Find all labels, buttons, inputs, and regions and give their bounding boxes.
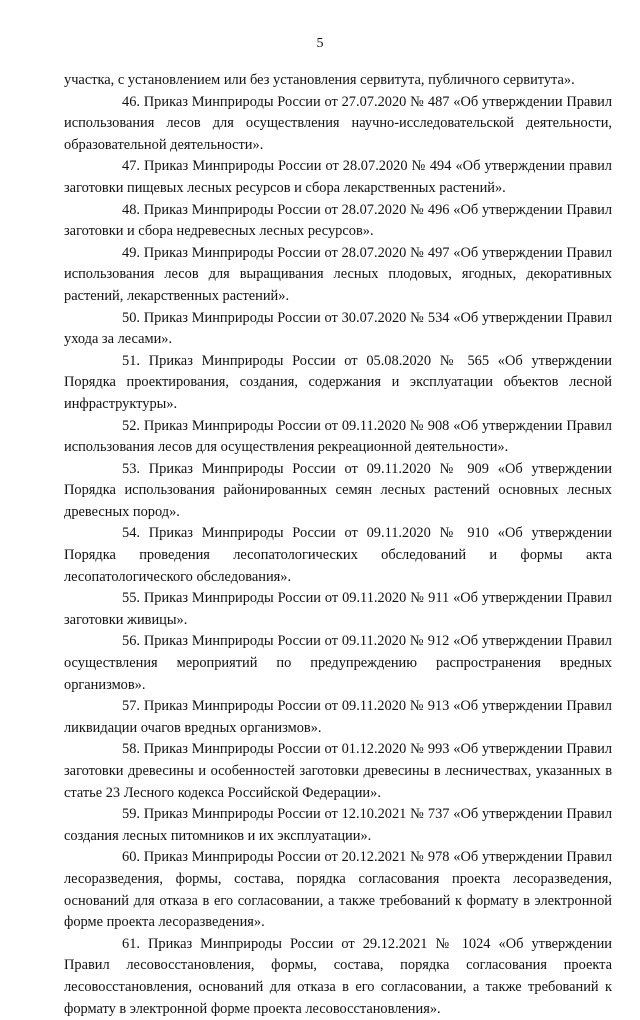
list-item-47: 47. Приказ Минприроды России от 28.07.2020 № 494 «Об утверждении правил заготовки пищевых лесных ресурсов и сбора лекарственных растений». — [64, 158, 612, 196]
list-item-60: 60. Приказ Минприроды России от 20.12.2021 № 978 «Об утверждении Правил лесоразведения, формы, состава, порядка согласования проекта лесоразведения, оснований для отказа в его согласовании, а также требований к формату в электронной форме проекта лесоразведения». — [64, 849, 612, 931]
list-item-49: 49. Приказ Минприроды России от 28.07.2020 № 497 «Об утверждении Правил использования лесов для выращивания лесных плодовых, ягодных, декоративных растений, лекарственных растений». — [64, 244, 612, 304]
list-item-54: 54. Приказ Минприроды России от 09.11.2020 № 910 «Об утверждении Порядка проведения лесопатологических обследований и формы акта лесопатологического обследования». — [64, 525, 612, 585]
list-item-59: 59. Приказ Минприроды России от 12.10.2021 № 737 «Об утверждении Правил создания лесных питомников и их эксплуатации». — [64, 806, 612, 844]
document-body — [64, 70, 612, 1020]
list-item-46: 46. Приказ Минприроды России от 27.07.2020 № 487 «Об утверждении Правил использования лесов для осуществления научно-исследовательской деятельности, образовательной деятельности». — [64, 93, 612, 153]
list-item-58: 58. Приказ Минприроды России от 01.12.2020 № 993 «Об утверждении Правил заготовки древесины и особенностей заготовки древесины в лесничествах, указанных в статье 23 Лесного кодекса Российской Федерации». — [64, 741, 612, 801]
list-item-51: 51. Приказ Минприроды России от 05.08.2020 № 565 «Об утверждении Порядка проектирования, создания, содержания и эксплуатации объектов лесной инфраструктуры». — [64, 352, 612, 412]
page-number: 5 — [316, 36, 324, 51]
list-item-61: 61. Приказ Минприроды России от 29.12.2021 № 1024 «Об утверждении Правил лесовосстановления, формы, состава, порядка согласования проекта лесовосстановления, оснований для отказа в его согласовании, а также требований к формату в электронной форме проекта лесовосстановления». — [64, 935, 612, 1017]
list-item-56: 56. Приказ Минприроды России от 09.11.2020 № 912 «Об утверждении Правил осуществления мероприятий по предупреждению распространения вредных организмов». — [64, 633, 612, 693]
list-item-55: 55. Приказ Минприроды России от 09.11.2020 № 911 «Об утверждении Правил заготовки живицы». — [64, 590, 612, 628]
paragraph-continuation: участка, с установлением или без установления сервитута, публичного сервитута». — [64, 72, 575, 88]
list-item-48: 48. Приказ Минприроды России от 28.07.2020 № 496 «Об утверждении Правил заготовки и сбора недревесных лесных ресурсов». — [64, 201, 612, 240]
list-item-52: 52. Приказ Минприроды России от 09.11.2020 № 908 «Об утверждении Правил использования лесов для осуществления рекреационной деятельности». — [64, 417, 612, 456]
list-item-53: 53. Приказ Минприроды России от 09.11.2020 № 909 «Об утверждении Порядка использования районированных семян лесных растений основных лесных древесных пород». — [64, 460, 612, 520]
list-item-50: 50. Приказ Минприроды России от 30.07.2020 № 534 «Об утверждении Правил ухода за лесами». — [64, 309, 612, 348]
list-item-57: 57. Приказ Минприроды России от 09.11.2020 № 913 «Об утверждении Правил ликвидации очагов вредных организмов». — [64, 698, 612, 736]
